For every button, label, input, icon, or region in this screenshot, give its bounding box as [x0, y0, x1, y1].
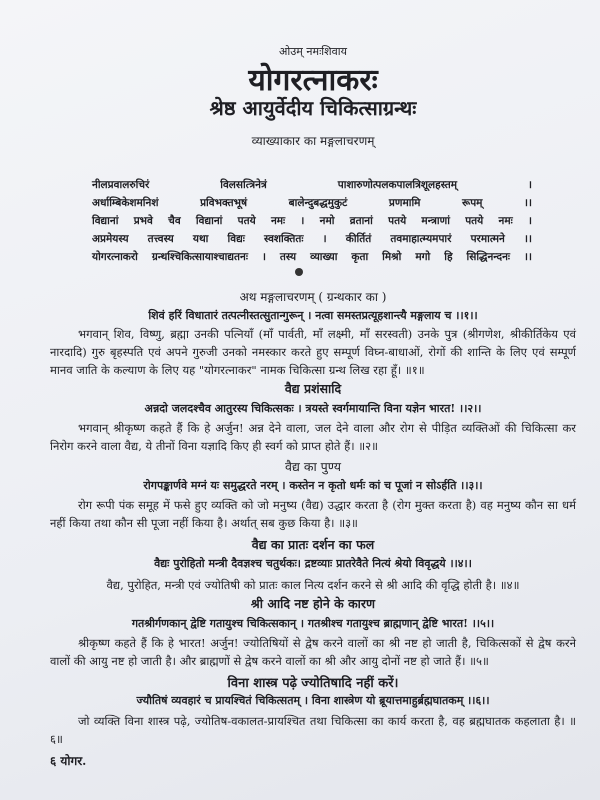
section-verse: शिवं हरिं विधातारं तत्पत्नीस्तत्सुतान्गुरून् । नत्वा समस्तप्रत्यूहशान्त्यै मङ्गलाय च ।।१।।	[148, 309, 478, 322]
section-heading: अथ मङ्गलाचरणम् ( ग्रन्थकार का )	[239, 290, 387, 304]
section-text: जो व्यक्ति विना शास्त्र पढ़े, ज्योतिष-वकालत-प्रायश्चित तथा चिकित्सा का कार्य करता है, वह ब्रह्मघातक कहलाता है। ॥६॥	[50, 714, 576, 746]
section-heading: वैद्य का पुण्य	[285, 459, 341, 474]
section-verse: ज्यौतिषं व्यवहारं च प्रायश्चितं चिकित्सतम् । विना शास्त्रेण यो ब्रूयात्तमाहुर्ब्रह्मघातकम् ।।६।।	[136, 694, 490, 707]
section-text: भगवान् शिव, विष्णु, ब्रह्मा उनकी पत्नियाँ (माँ पार्वती, माँ लक्ष्मी, माँ सरस्वती) उनके पुत्र (श्रीगणेश, श्रीकीर्तिकेय एवं नारदादि) गुरु बृहस्पति एवं अपने गुरुजी उनको नमस्कार करते हुए सम्पूर्ण विघ्न-बाधाओं, रोगों की शान्ति के लिए एवं सम्पूर्ण मानव जाति के कल्याण के लिए यह "योगरत्नाकर" नामक चिकित्सा ग्रन्थ लिख रहा हूँ। ॥१॥	[50, 327, 576, 377]
commentator-verse: अर्धाम्बिकेशमनिशं प्रविभक्तभूषं बालेन्दुबद्धमुकुटं प्रणमामि रूपम् ।।	[92, 197, 532, 209]
page-footer: ६ योगर.	[50, 754, 87, 768]
section-heading: श्री आदि नष्ट होने के कारण	[250, 596, 376, 611]
section-verse: वैद्यः पुरोहितो मन्त्री दैवज्ञश्च चतुर्थकः। द्रष्टव्याः प्रातरेवैते नित्यं श्रेयो विवृद्धये ।।४।।	[154, 557, 472, 570]
commentator-verse: नीलप्रवालरुचिरं विलसत्त्रिनेत्रं पाशारुणोत्पलकपालत्रिशूलहस्तम् ।	[92, 179, 532, 191]
section-heading: वैद्य प्रशंसादि	[284, 381, 342, 396]
section-divider-dot	[295, 268, 303, 276]
commentator-verse: योगरत्नाकरो ग्रन्थश्चिकित्सायाश्चाद्यतनः । तस्य व्याख्या कृता मिश्रो मगो हि सिद्धिनन्दनः ।।	[92, 251, 532, 263]
invocation: ओउम् नमःशिवाय	[279, 45, 347, 58]
page-title: योगरत्नाकरः	[248, 63, 378, 98]
section-verse: गतश्रीर्गणकान् द्वेष्टि गतायुश्च चिकित्सकान् । गतश्रीश्च गतायुश्च ब्राह्मणान् द्वेष्टि भारत! ।।५।।	[131, 617, 495, 630]
section-text: भगवान् श्रीकृष्ण कहते हैं कि हे अर्जुन! अन्न देने वाला, जल देने वाला और रोग से पीड़ित व्यक्तिओं की चिकित्सा कर निरोग करने वाला वैद्य, ये तीनों विना यज्ञादि किए ही स्वर्ग को प्राप्त होते हैं। ॥२॥	[50, 421, 576, 453]
section-heading: वैद्य का प्रातः दर्शन का फल	[251, 537, 375, 552]
section-verse: अन्नदो जलदश्चैव आतुरस्य चिकित्सकः । त्रयस्ते स्वर्गमायान्ति विना यज्ञेन भारत! ।।२।।	[144, 402, 482, 415]
section-text: वैद्य, पुरोहित, मन्त्री एवं ज्योतिषी को प्रातः काल नित्य दर्शन करने से श्री आदि की वृद्धि होती है। ॥४॥	[106, 578, 520, 592]
section-text: श्रीकृष्ण कहते हैं कि हे भारत! अर्जुन! ज्योतिषियों से द्वेष करने वालों का श्री नष्ट हो जाती है, चिकित्सकों से द्वेष करने वालों की आयु नष्ट हो जाती है। और ब्राह्मणों से द्वेष करने वालों का श्री और आयु दोनों नष्ट हो जाते हैं। ॥५॥	[50, 636, 576, 668]
section-heading: विना शास्त्र पढ़े ज्योतिषादि नहीं करें।	[227, 676, 399, 691]
page-subtitle: श्रेष्ठ आयुर्वेदीय चिकित्साग्रन्थः	[209, 96, 417, 120]
commentator-verse: विद्यानां प्रभवे चैव विद्यानां पतये नमः । नमो व्रतानां पतये मन्त्राणां पतये नमः ।	[92, 215, 532, 227]
commentator-heading: व्याख्याकार का मङ्गलाचरणम्	[251, 134, 375, 148]
section-text: रोग रूपी पंक समूह में फसे हुए व्यक्ति को जो मनुष्य (वैद्य) उद्धार करता है (रोग मुक्त करता है) वह मनुष्य कौन सा धर्म नहीं किया तथा कौन सी पूजा नहीं किया है। अर्थात् सब कुछ किया है। ॥३॥	[50, 498, 576, 530]
section-verse: रोगपङ्कार्णवे मग्नं यः समुद्धरते नरम् । कस्तेन न कृतो धर्मः कां च पूजां न सोऽर्हति ।।३।।	[143, 479, 483, 492]
commentator-verse: अप्रमेयस्य तत्त्वस्य यथा विद्यः स्वशक्तितः । कीर्तितं तवमाहात्म्यमपारं परमात्मने ।।	[92, 233, 532, 245]
